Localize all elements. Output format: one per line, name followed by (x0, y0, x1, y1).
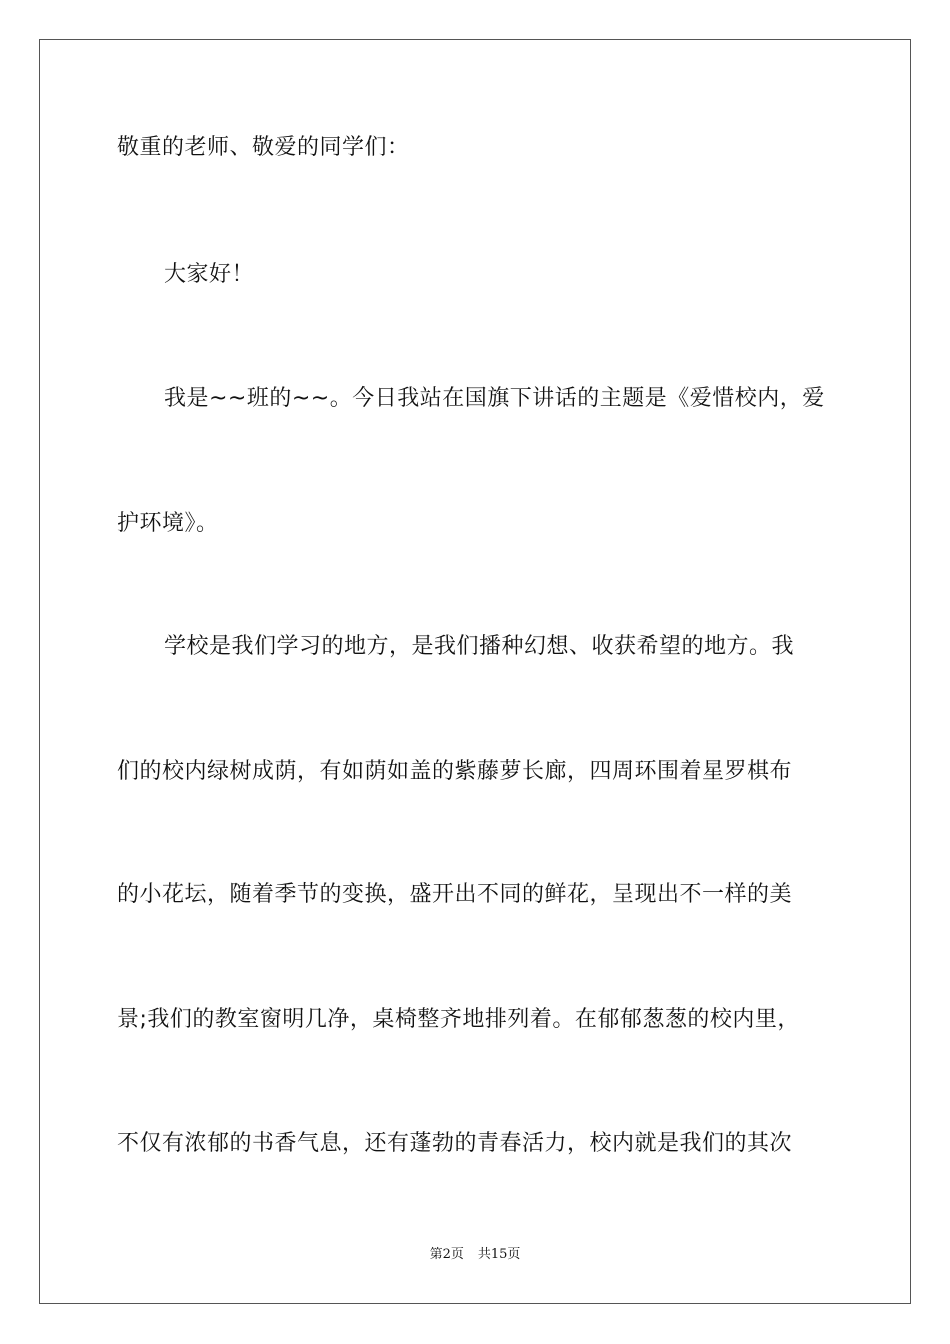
body-line-1: 我是~~班的~~。今日我站在国旗下讲话的主题是《爱惜校内，爱 (164, 386, 825, 411)
page-number: 第2页 (429, 1247, 464, 1262)
body-line-6: 景;我们的教室窗明几净，桌椅整齐地排列着。在郁郁葱葱的校内里， (117, 1007, 800, 1032)
body-line-4: 们的校内绿树成荫，有如荫如盖的紫藤萝长廊，四周环围着星罗棋布 (117, 759, 793, 784)
salutation-line: 敬重的老师、敬爱的同学们： (117, 135, 410, 160)
body-line-3: 学校是我们学习的地方，是我们播种幻想、收获希望的地方。我 (164, 634, 795, 659)
page-border (39, 39, 911, 1304)
body-line-7: 不仅有浓郁的书香气息，还有蓬勃的青春活力，校内就是我们的其次 (117, 1131, 793, 1156)
body-line-2: 护环境》。 (117, 511, 219, 536)
body-line-5: 的小花坛，随着季节的变换，盛开出不同的鲜花，呈现出不一样的美 (117, 882, 793, 907)
page-total: 共15页 (477, 1247, 521, 1262)
greeting-line: 大家好！ (164, 262, 255, 287)
page-footer (0, 1246, 950, 1264)
